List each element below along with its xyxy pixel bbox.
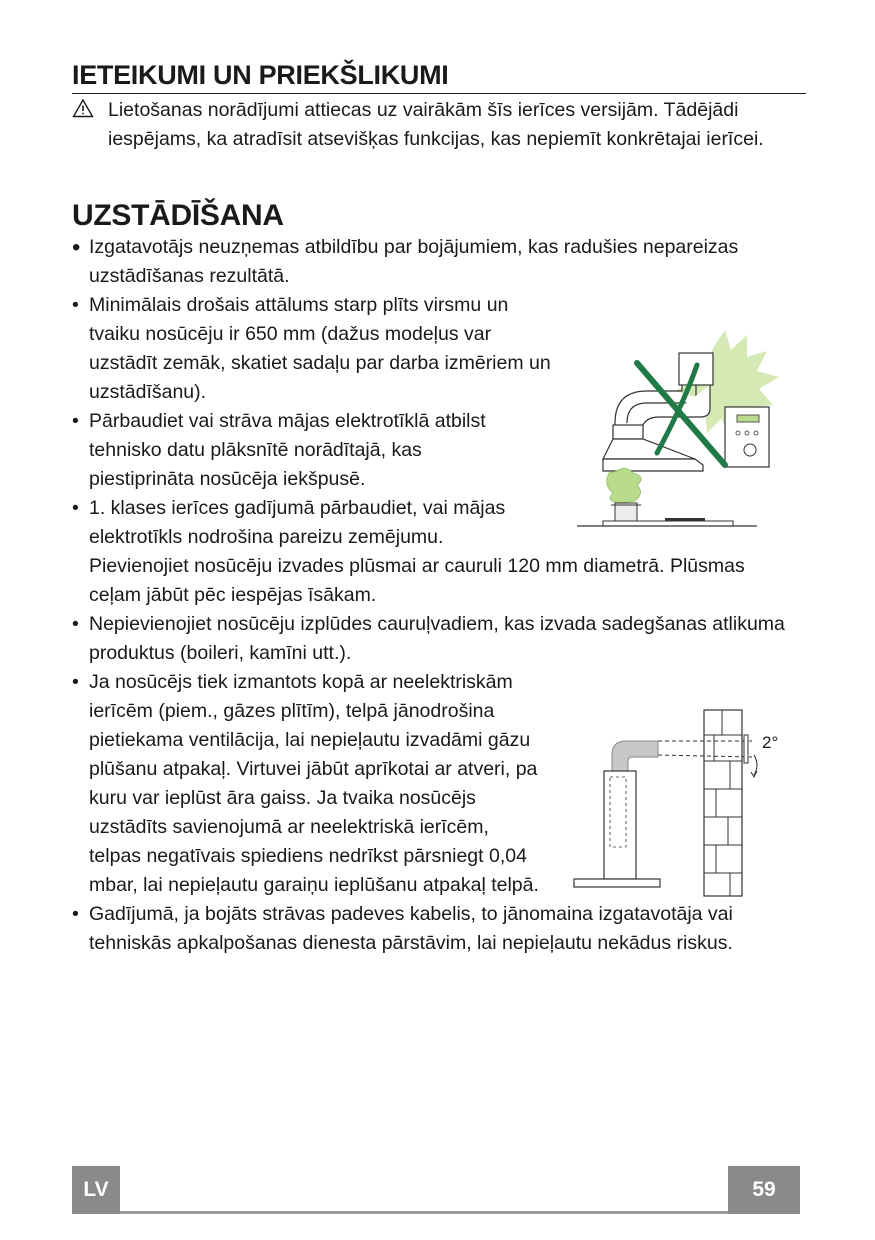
notice-block: [72, 96, 792, 154]
section-title-installation: UZSTĀDĪŠANA: [72, 199, 284, 232]
list-item: • Ja nosūcējs tiek izmantots kopā ar neelektriskām ierīcēm (piem., gāzes plītīm), telpā jānodrošina pietiekama ventilācija, lai nepieļautu izvadāmi gāzu plūšanu atpakaļ. Virtuvei jābūt aprīkotai ar atveri, pa kuru var ieplūst āra gaiss. Ja tvaika nosūcējs uzstādīts savienojumā ar neelektriskā ierīcēm, telpas negatīvais spiediens nedrīkst pārsniegt 0,04 mbar, lai nepieļautu garaiņu ieplūšanu atpakaļ telpā.: [72, 668, 792, 900]
list-item: • Minimālais drošais attālums starp plīts virsmu un tvaiku nosūcēju ir 650 mm (dažus modeļus var uzstādīt zemāk, skatiet sadaļu par darba izmēriem un uzstādīšanu).: [72, 291, 792, 407]
list-item: • Pārbaudiet vai strāva mājas elektrotīklā atbilst tehnisko datu plāksnītē norādītajā, kas piestiprināta nosūcēja iekšpusē.: [72, 407, 792, 494]
notice-text: Lietošanas norādījumi attiecas uz vairākām šīs ierīces versijām. Tādējādi iespējams, ka atradīsit atsevišķas funkcijas, kas nepiemīt konkrētajai ierīcei.: [108, 99, 764, 150]
list-item: • Gadījumā, ja bojāts strāvas padeves kabelis, to jānomaina izgatavotāja vai tehniskās apkalpošanas dienesta pārstāvim, lai nepieļautu nekādus riskus.: [72, 900, 792, 958]
page-number: 59: [728, 1166, 800, 1214]
duct-slope-illustration: [570, 705, 785, 900]
list-item: • Nepievienojiet nosūcēju izplūdes cauruļvadiem, kas izvada sadegšanas atlikuma produktus (boileri, kamīni utt.).: [72, 610, 792, 668]
footer-language-badge: LV: [72, 1166, 120, 1214]
footer-rule: [120, 1211, 728, 1214]
list-item: • 1. klases ierīces gadījumā pārbaudiet, vai mājas elektrotīkls nodrošina pareizu zemējumu. Pievienojiet nosūcēju izvades plūsmai ar cauruli 120 mm diametrā. Plūsmas ceļam jābūt pēc iespējas īsākam.: [72, 494, 792, 610]
hood-boiler-prohibited-illustration: [575, 325, 785, 530]
section-title-recommendations: IETEIKUMI UN PRIEKŠLIKUMI: [72, 58, 806, 94]
warning-triangle-icon: [72, 98, 94, 118]
list-item: • Izgatavotājs neuzņemas atbildību par bojājumiem, kas radušies nepareizas uzstādīšanas rezultātā.: [72, 233, 792, 291]
angle-label: 2°: [762, 733, 779, 752]
